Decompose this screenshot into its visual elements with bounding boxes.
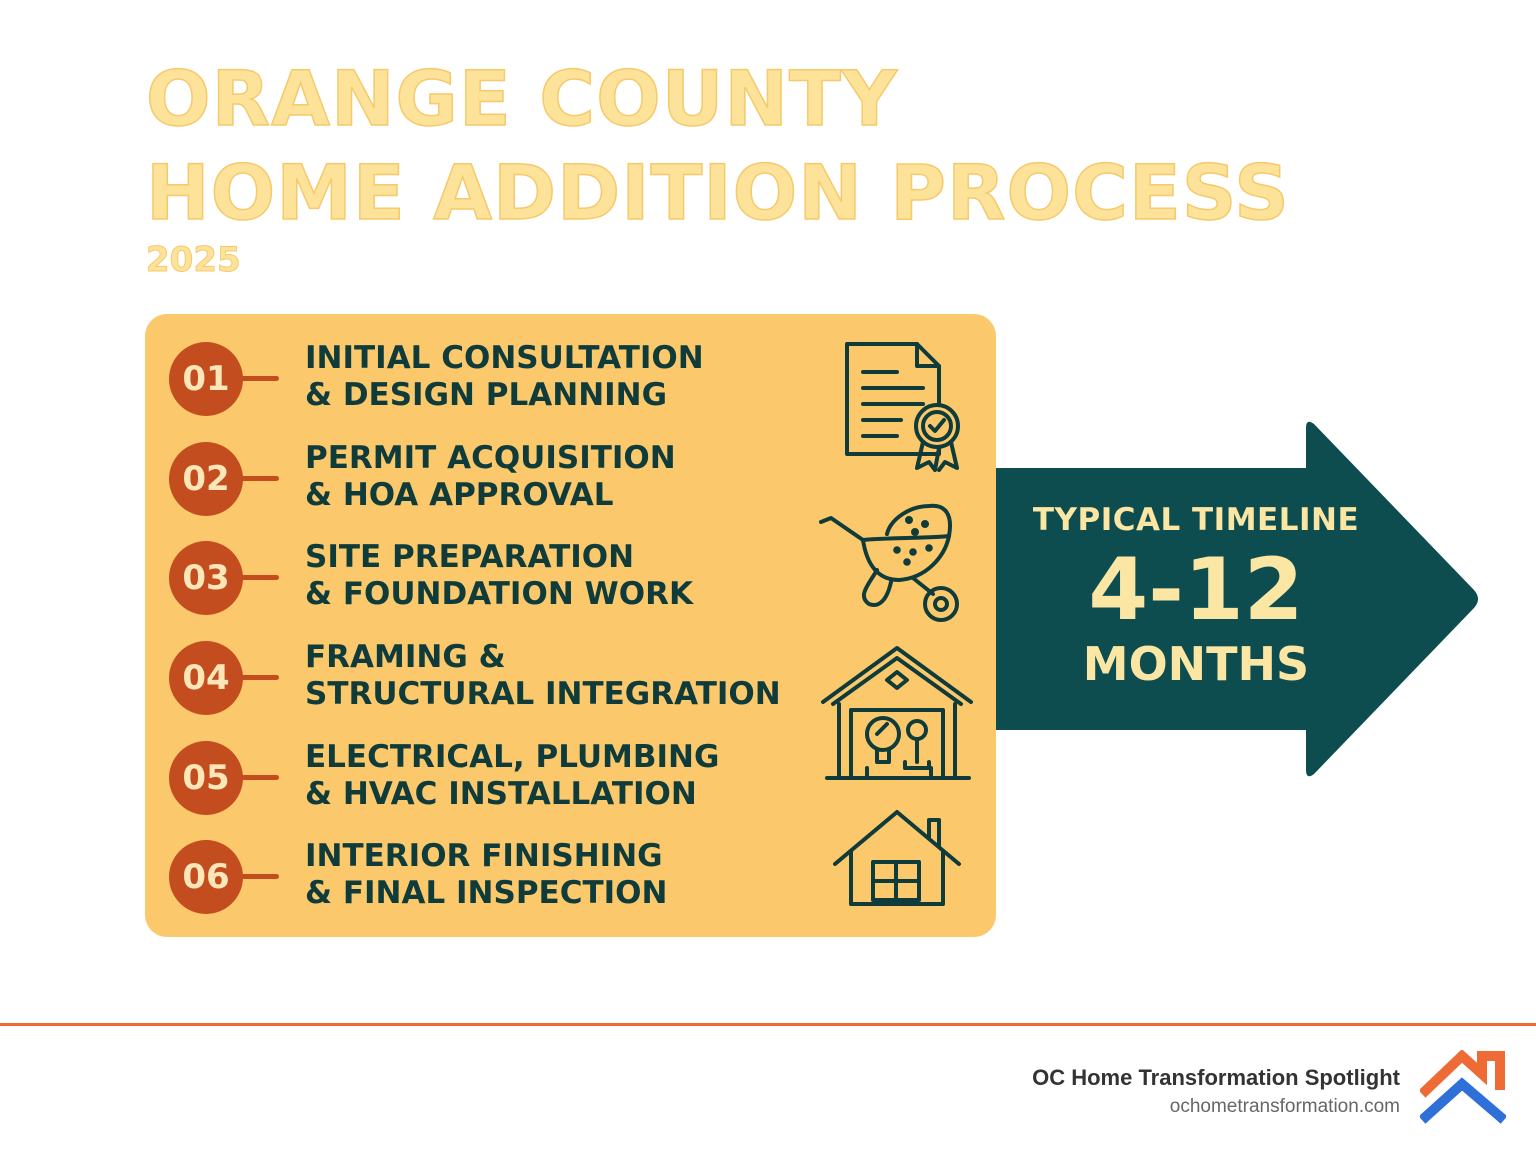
step-connector [239,675,279,680]
step-number-badge: 01 [169,342,243,416]
timeline-label: TYPICAL TIMELINE [1032,502,1360,538]
step-number-badge: 06 [169,840,243,914]
step-connector [239,376,279,381]
step-6 [169,834,789,920]
step-number-badge: 03 [169,541,243,615]
step-number-badge: 05 [169,741,243,815]
step-label-line-1: INITIAL CONSULTATION [305,340,704,376]
title-line-2: HOME ADDITION PROCESS [146,148,1290,237]
step-5 [169,735,789,821]
timeline-unit: MONTHS [1082,637,1310,691]
step-label-line-1: INTERIOR FINISHING [305,838,663,874]
step-label-line-2: STRUCTURAL INTEGRATION [305,676,781,712]
title-line-1: ORANGE COUNTY [146,54,898,143]
step-label-line-2: & HOA APPROVAL [305,477,614,513]
year-label: 2025 [146,240,241,280]
step-label-line-1: SITE PREPARATION [305,539,635,575]
step-connector [239,874,279,879]
step-3 [169,535,789,621]
step-label-line-2: & DESIGN PLANNING [305,377,668,413]
step-label-line-2: & HVAC INSTALLATION [305,776,697,812]
step-label-line-2: & FINAL INSPECTION [305,875,668,911]
steps-card [145,314,996,937]
step-label [305,639,781,713]
step-label [305,340,704,414]
step-label [305,440,676,514]
page-title [146,52,1290,240]
brand-url[interactable]: ochometransformation.com [1169,1096,1400,1117]
step-label-line-1: PERMIT ACQUISITION [305,440,676,476]
step-1 [169,336,789,422]
footer-divider [0,1023,1536,1026]
timeline-value: 4-12 [1088,540,1304,640]
step-label [305,539,693,613]
step-label-line-1: ELECTRICAL, PLUMBING [305,739,720,775]
house-roof-logo-icon [1420,1050,1506,1132]
footer-brand [1032,1064,1400,1122]
document-certificate-icon [841,338,971,472]
step-connector [239,775,279,780]
house-frame-icon [819,644,975,784]
step-label-line-1: FRAMING & [305,639,506,675]
step-4 [169,635,789,721]
timeline-summary [996,500,1396,690]
step-label-line-2: & FOUNDATION WORK [305,576,693,612]
wheelbarrow-icon [817,500,967,624]
step-label [305,739,719,813]
brand-name: OC Home Transformation Spotlight [1032,1065,1400,1090]
step-number-badge: 02 [169,442,243,516]
step-connector [239,476,279,481]
house-icon [831,808,963,908]
step-number-badge: 04 [169,641,243,715]
step-connector [239,575,279,580]
step-label [305,838,667,912]
step-2 [169,436,789,522]
